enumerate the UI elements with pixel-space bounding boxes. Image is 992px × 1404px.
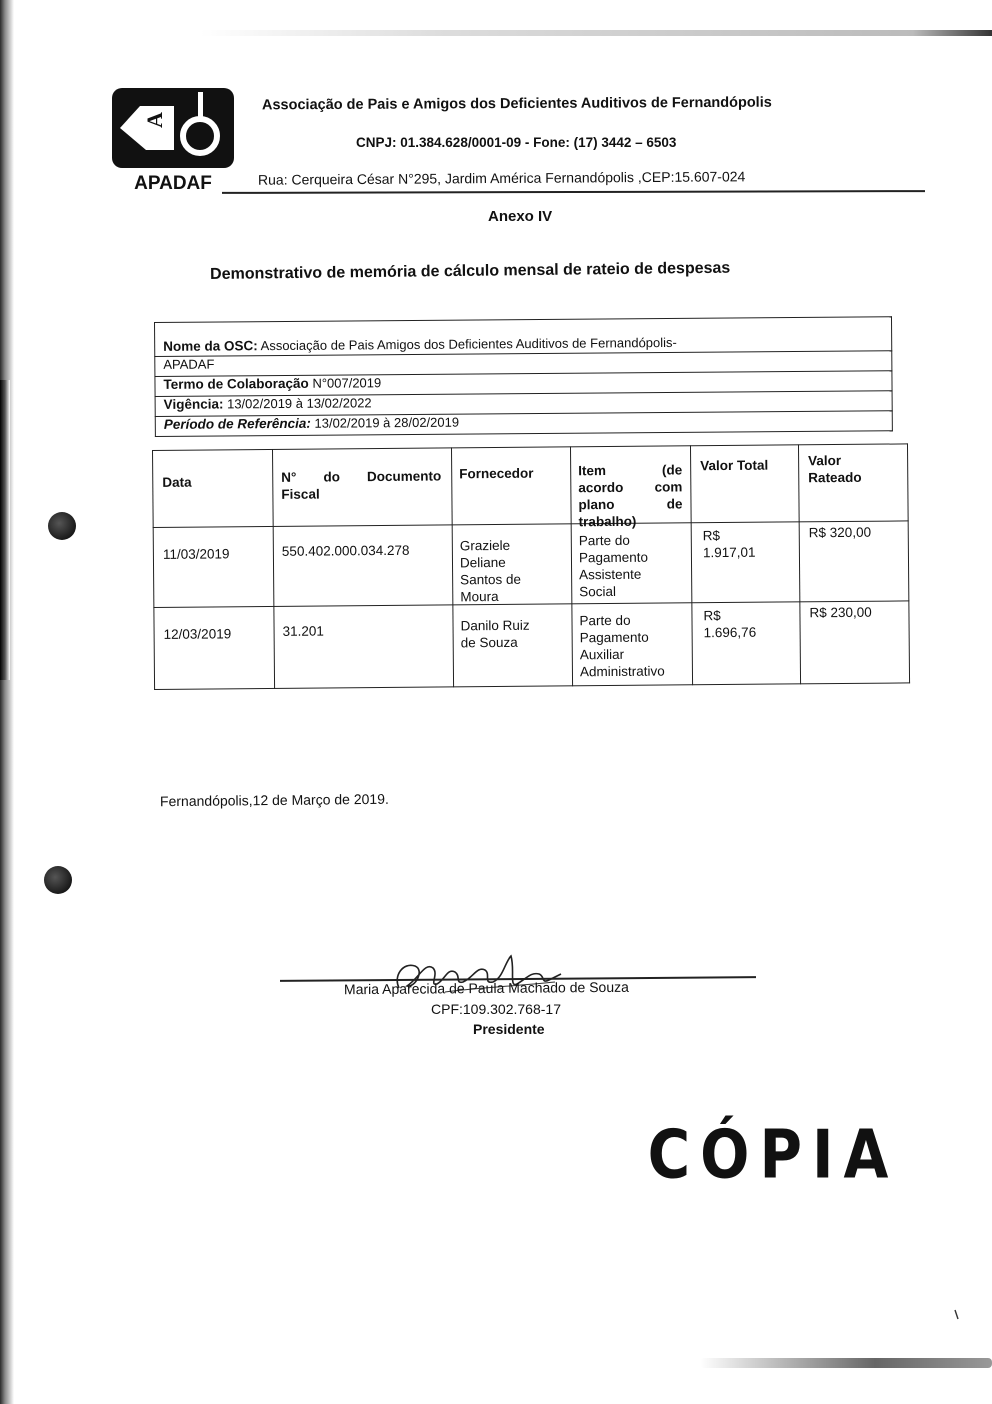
osc-name-label: Nome da OSC: bbox=[163, 338, 258, 354]
header-date: Data bbox=[162, 474, 192, 490]
header-supplier: Fornecedor bbox=[459, 465, 534, 482]
header-doc bbox=[281, 467, 441, 502]
annex-title: Anexo IV bbox=[488, 208, 553, 225]
header-item: Item (de acordo com plano de trabalho) bbox=[578, 462, 683, 530]
scan-bottom-shadow bbox=[700, 1358, 992, 1368]
header-doc-line1: N° do Documento bbox=[281, 468, 442, 485]
address bbox=[258, 168, 745, 187]
term-label: Termo de Colaboração bbox=[163, 375, 309, 392]
validity-label: Vigência: bbox=[163, 396, 224, 412]
address-value: Cerqueira César N°295, Jardim América Fernandópolis ,CEP:15.607-024 bbox=[291, 168, 746, 188]
document-title: Demonstrativo de memória de cálculo mensal de rateio de despesas bbox=[210, 259, 731, 283]
validity-value: 13/02/2019 à 13/02/2022 bbox=[226, 395, 372, 412]
row1-doc: 550.402.000.034.278 bbox=[281, 542, 410, 559]
copy-stamp bbox=[647, 1115, 899, 1194]
row1-date: 11/03/2019 bbox=[162, 546, 230, 562]
row1-total: R$ 1.917,01 bbox=[702, 528, 756, 561]
row2-item: Parte do Pagamento Auxiliar Administrativo bbox=[579, 612, 665, 680]
row2-prorated: R$ 230,00 bbox=[809, 604, 872, 621]
scan-edge-shadow bbox=[0, 380, 10, 680]
osc-info-box bbox=[154, 316, 893, 437]
period-label: Período de Referência: bbox=[163, 415, 311, 432]
apadaf-logo bbox=[112, 88, 234, 192]
header-rule bbox=[222, 190, 925, 193]
signer-role: Presidente bbox=[473, 1021, 545, 1037]
period-value: 13/02/2019 à 28/02/2019 bbox=[314, 414, 460, 431]
row1-supplier: Graziele Deliane Santos de Moura bbox=[459, 537, 522, 605]
row2-doc: 31.201 bbox=[282, 623, 324, 639]
row1-item: Parte do Pagamento Assistente Social bbox=[578, 532, 649, 600]
stamp-text: CÓPIA bbox=[647, 1115, 899, 1194]
cnpj-phone: CNPJ: 01.384.628/0001-09 - Fone: (17) 3442 – 6503 bbox=[356, 135, 677, 150]
header-prorated: Valor Rateado bbox=[808, 452, 862, 486]
term-value: N°007/2019 bbox=[312, 375, 382, 391]
scan-edge-shadow bbox=[0, 0, 14, 1404]
expense-table bbox=[152, 443, 910, 690]
scan-top-shadow bbox=[200, 30, 992, 36]
address-label: Rua: bbox=[257, 171, 288, 188]
row1-prorated: R$ 320,00 bbox=[808, 524, 872, 541]
logo-letter: A bbox=[142, 112, 167, 128]
logo-text: APADAF bbox=[134, 173, 212, 194]
row2-total: R$ 1.696,76 bbox=[703, 608, 757, 641]
osc-name-value: Associação de Pais Amigos dos Deficientes Auditivos de Fernandópolis- bbox=[260, 334, 677, 354]
organization-name: Associação de Pais e Amigos dos Deficientes Auditivos de Fernandópolis bbox=[261, 94, 772, 114]
signer-cpf: CPF:109.302.768-17 bbox=[431, 1001, 561, 1017]
signer-name: Maria Aparecida de Paula Machado de Souza bbox=[343, 978, 629, 998]
scan-speck bbox=[954, 1308, 960, 1320]
row2-supplier: Danilo Ruiz de Souza bbox=[460, 617, 530, 651]
punch-hole-bottom bbox=[44, 866, 72, 894]
place-and-date: Fernandópolis,12 de Março de 2019. bbox=[159, 790, 389, 810]
row2-date: 12/03/2019 bbox=[163, 626, 232, 642]
punch-hole-top bbox=[48, 512, 76, 540]
header-doc-line2: Fiscal bbox=[281, 486, 320, 502]
header-total: Valor Total bbox=[700, 457, 769, 474]
osc-name-value-cont: APADAF bbox=[163, 356, 215, 372]
